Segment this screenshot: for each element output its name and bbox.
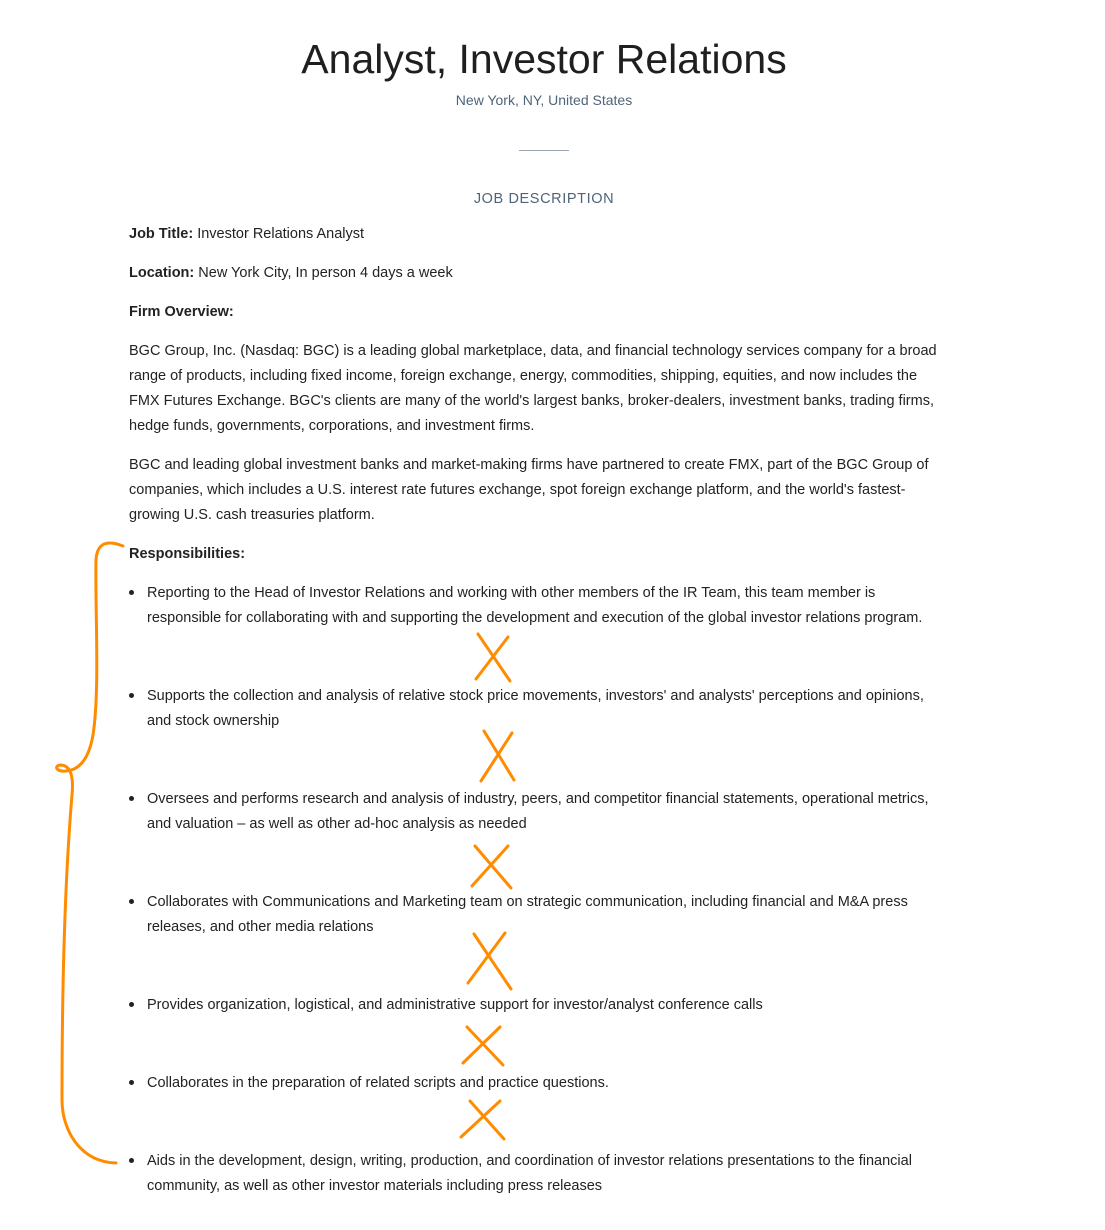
list-item-line: Collaborates with Communications and Marketing team on strategic communication, including financial and M&A press [147,894,908,910]
paragraph-line: FMX Futures Exchange. BGC's clients are many of the world's largest banks, broker-dealers, investment banks, trading firms, [129,393,934,409]
list-item-line: and valuation – as well as other ad-hoc analysis as needed [147,816,527,832]
bullet-icon [129,1002,134,1007]
x-mark [481,731,514,781]
location-label: Location: [129,265,195,281]
x-mark [468,933,511,989]
page-title: Analyst, Investor Relations [301,36,787,82]
firm-overview-paragraph-2 [129,453,949,528]
paragraph-line: hedge funds, governments, corporations, and investment firms. [129,418,535,434]
x-mark [476,634,510,681]
location-value: New York City, In person 4 days a week [198,265,453,281]
job-location: New York, NY, United States [455,92,633,108]
job-title-value: Investor Relations Analyst [197,226,365,242]
divider [519,150,569,151]
job-title-label: Job Title: [129,226,194,242]
list-item-line: Supports the collection and analysis of relative stock price movements, investors' and analysts' perceptions and opinions, [147,688,924,704]
x-mark [461,1101,504,1139]
x-mark [472,846,511,888]
list-item-line: Oversees and performs research and analysis of industry, peers, and competitor financial statements, operational metrics, [147,791,929,807]
bullet-icon [129,693,134,698]
firm-overview-label: Firm Overview: [129,304,234,320]
location-line [129,261,453,286]
firm-overview-paragraph-1 [129,339,949,439]
job-title-line [129,222,364,247]
curly-brace-mark [57,543,123,1163]
list-item-line: community, as well as other investor materials including press releases [147,1178,603,1194]
paragraph-line: companies, which includes a U.S. interest rate futures exchange, spot foreign exchange platform, and the world's fastest- [129,482,906,498]
list-item-line: releases, and other media relations [147,919,374,935]
responsibilities-label: Responsibilities: [129,546,246,562]
list-item-line: responsible for collaborating with and supporting the development and execution of the global investor relations program. [147,610,923,626]
list-item-line: Collaborates in the preparation of related scripts and practice questions. [147,1075,609,1091]
list-item-line: and stock ownership [147,713,280,729]
bullet-icon [129,1080,134,1085]
list-item-line: Provides organization, logistical, and administrative support for investor/analyst conference calls [147,997,763,1013]
bullet-icon [129,796,134,801]
bullet-icon [129,899,134,904]
section-heading: JOB DESCRIPTION [473,191,615,207]
paragraph-line: BGC Group, Inc. (Nasdaq: BGC) is a leading global marketplace, data, and financial technology services company for a broad [129,343,937,359]
paragraph-line: growing U.S. cash treasuries platform. [129,507,375,523]
paragraph-line: BGC and leading global investment banks and market-making firms have partnered to create FMX, part of the BGC Group of [129,457,929,473]
bullet-icon [129,590,134,595]
paragraph-line: range of products, including fixed income, foreign exchange, energy, commodities, shipping, equities, and now includes the [129,368,918,384]
bullet-icon [129,1158,134,1163]
list-item-line: Aids in the development, design, writing, production, and coordination of investor relations presentations to the financial [147,1153,912,1169]
x-mark [463,1027,503,1065]
list-item-line: Reporting to the Head of Investor Relations and working with other members of the IR Team, this team member is [147,585,876,601]
